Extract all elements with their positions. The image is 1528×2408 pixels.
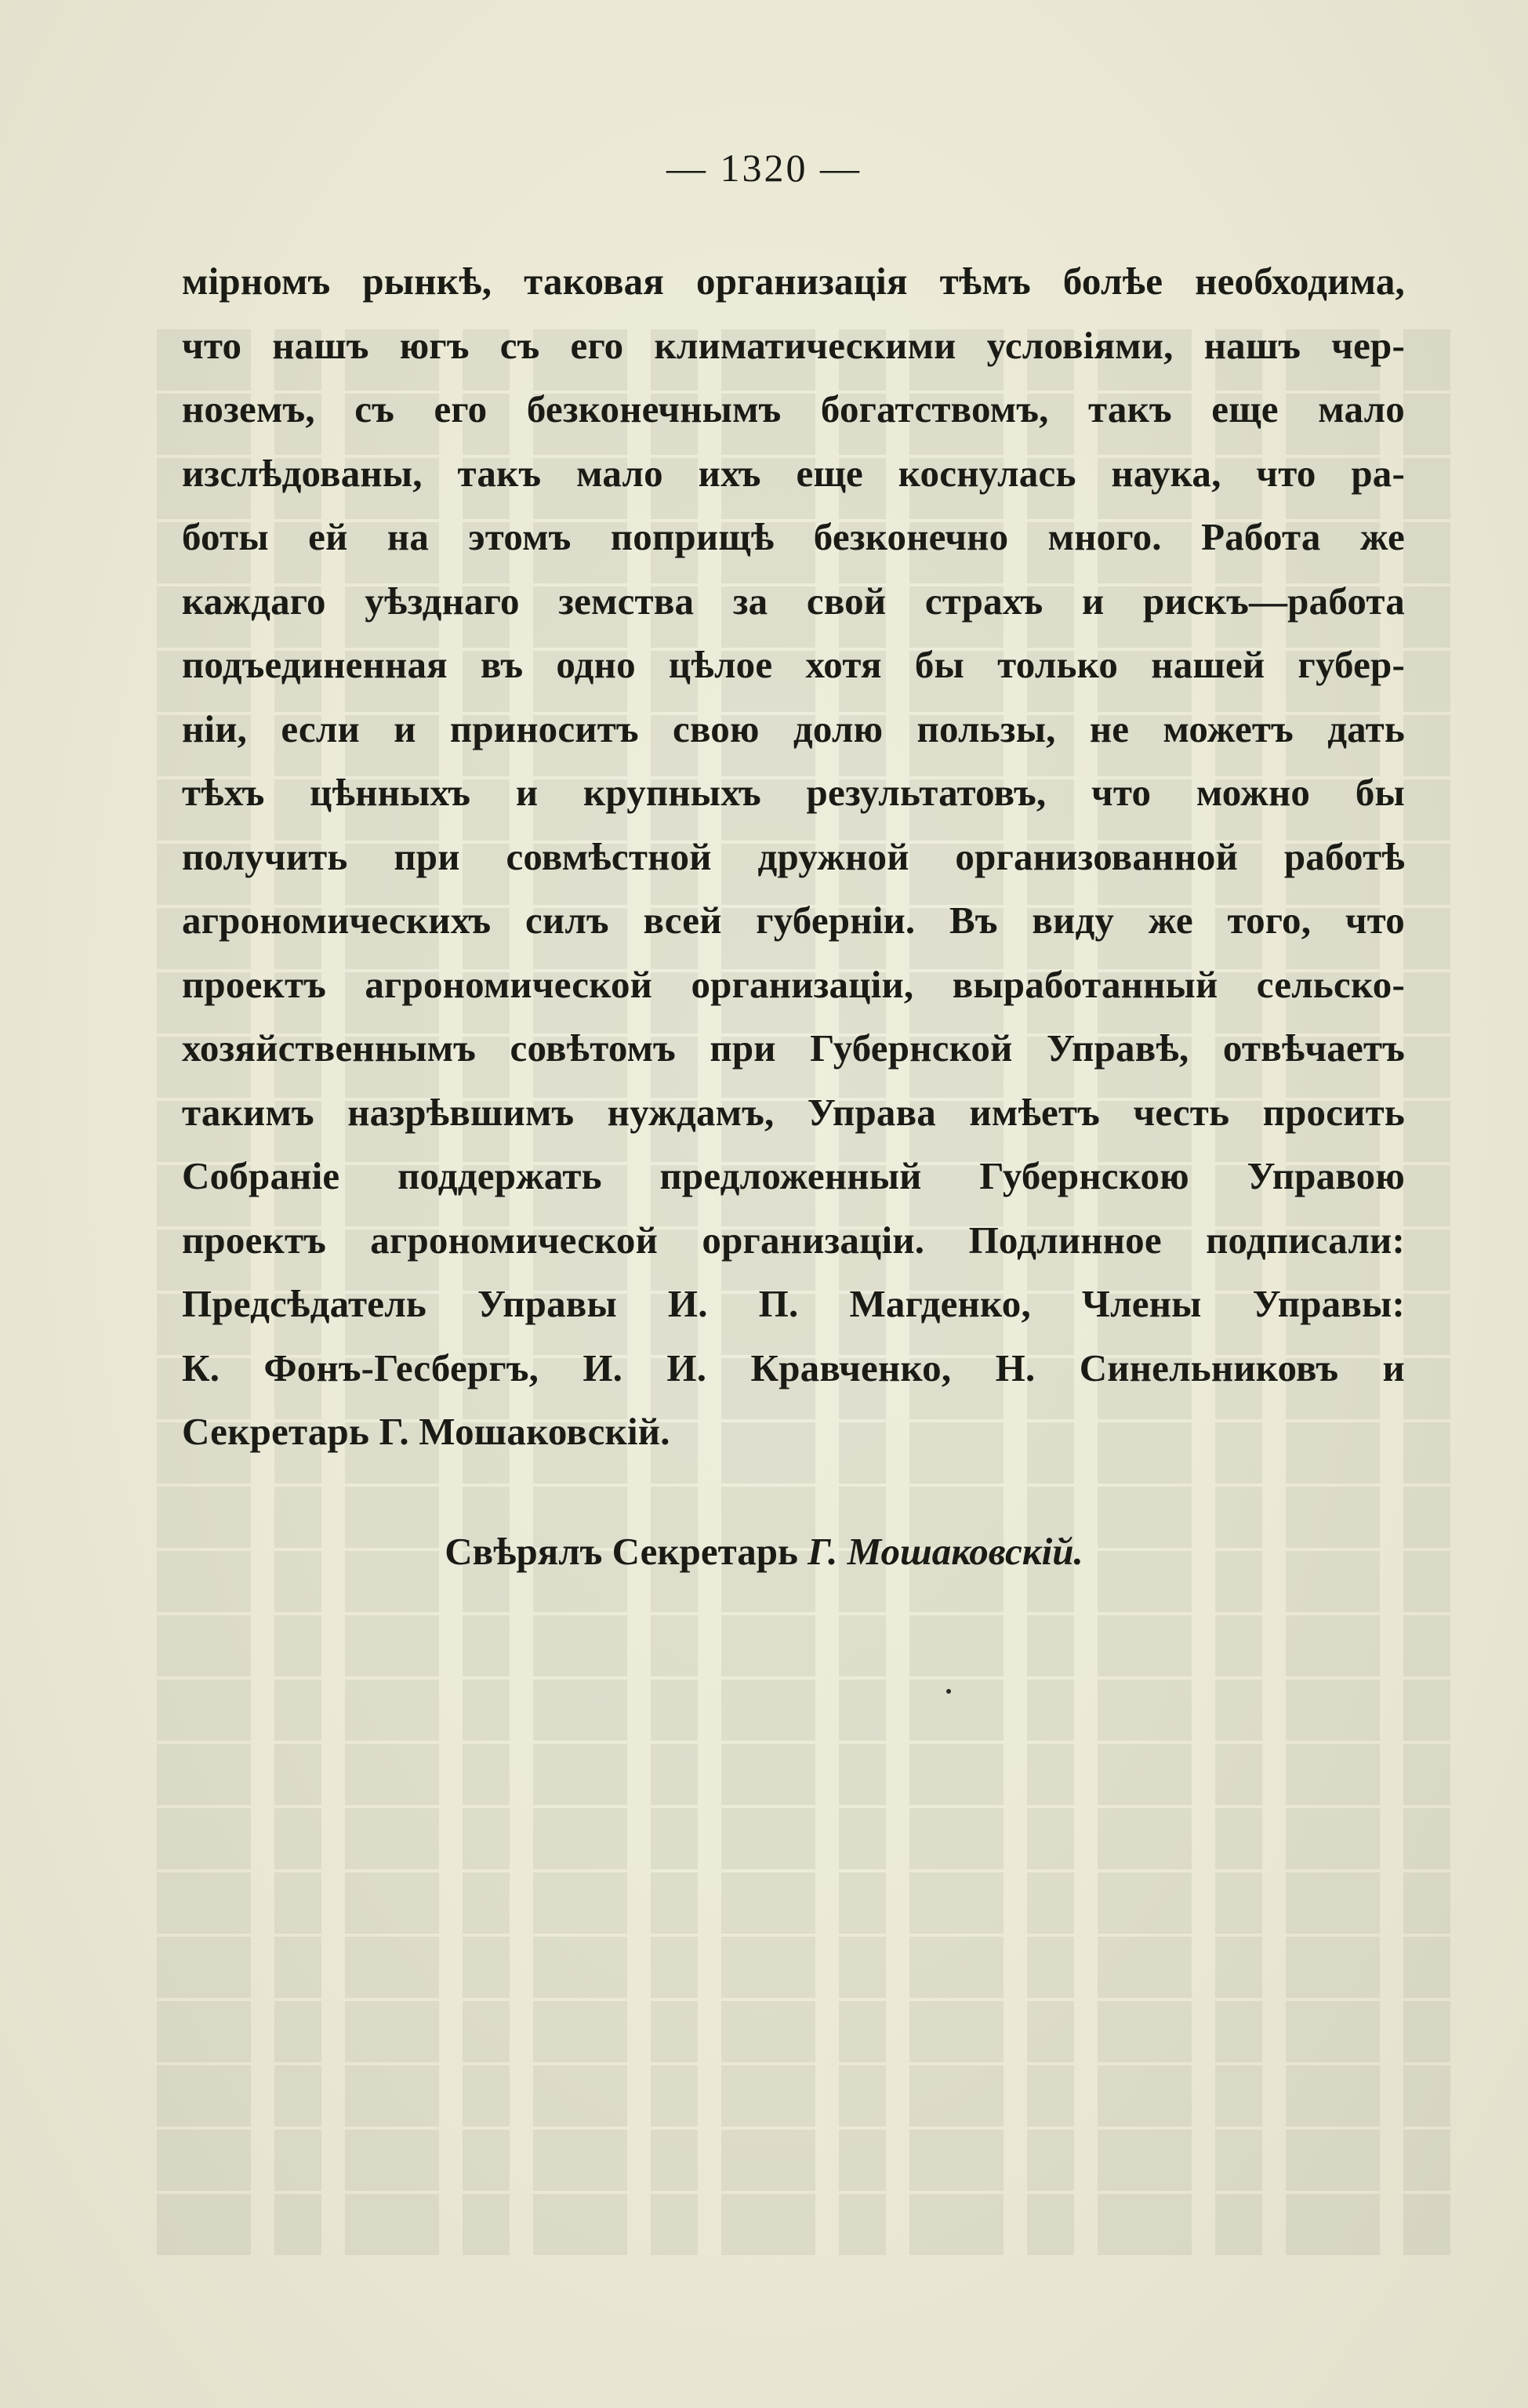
text-line: получить при совмѣстной дружной организованной работѣ bbox=[182, 834, 1405, 878]
text-line: боты ей на этомъ поприщѣ безконечно много. Работа же bbox=[182, 515, 1405, 558]
text-line: тѣхъ цѣнныхъ и крупныхъ результатовъ, что можно бы bbox=[182, 771, 1405, 814]
text-line: Предсѣдатель Управы И. П. Магденко, Члены Управы: bbox=[182, 1282, 1405, 1325]
text-line: хозяйственнымъ совѣтомъ при Губернской Управѣ, отвѣчаетъ bbox=[182, 1026, 1405, 1070]
text-line: такимъ назрѣвшимъ нуждамъ, Управа имѣетъ честь просить bbox=[182, 1090, 1405, 1134]
signature-line bbox=[0, 1529, 1528, 1574]
text-line: каждаго уѣзднаго земства за свой страхъ и рискъ—работа bbox=[182, 579, 1405, 623]
page-number: — 1320 — bbox=[666, 146, 862, 190]
text-line: мірномъ рынкѣ, таковая организація тѣмъ болѣе необходима, bbox=[182, 260, 1405, 303]
signature-prefix: Свѣрялъ Секретарь bbox=[445, 1530, 798, 1573]
ink-speck bbox=[946, 1689, 951, 1694]
text-line: проектъ агрономической организаціи, выработанный сельско- bbox=[182, 962, 1405, 1006]
text-line: Секретарь Г. Мошаковскій. bbox=[182, 1410, 670, 1453]
text-line: изслѣдованы, такъ мало ихъ еще коснулась наука, что ра- bbox=[182, 451, 1405, 495]
text-line: К. Фонъ-Гесбергъ, И. И. Кравченко, Н. Синельниковъ и bbox=[182, 1346, 1405, 1389]
text-line: подъединенная въ одно цѣлое хотя бы только нашей губер- bbox=[182, 643, 1405, 686]
text-line: агрономическихъ силъ всей губерніи. Въ виду же того, что bbox=[182, 899, 1405, 942]
text-line: что нашъ югъ съ его климатическими условіями, нашъ чер- bbox=[182, 323, 1405, 367]
signature-name: Г. Мошаковскій. bbox=[808, 1530, 1083, 1573]
text-line: ніи, если и приноситъ свою долю пользы, не можетъ дать bbox=[182, 706, 1405, 750]
text-line: Собраніе поддержать предложенный Губернскою Управою bbox=[182, 1154, 1405, 1197]
body-text bbox=[182, 249, 1405, 1464]
text-line: ноземъ, съ его безконечнымъ богатствомъ, такъ еще мало bbox=[182, 387, 1405, 430]
text-line: проектъ агрономической организаціи. Подлинное подписали: bbox=[182, 1218, 1405, 1262]
